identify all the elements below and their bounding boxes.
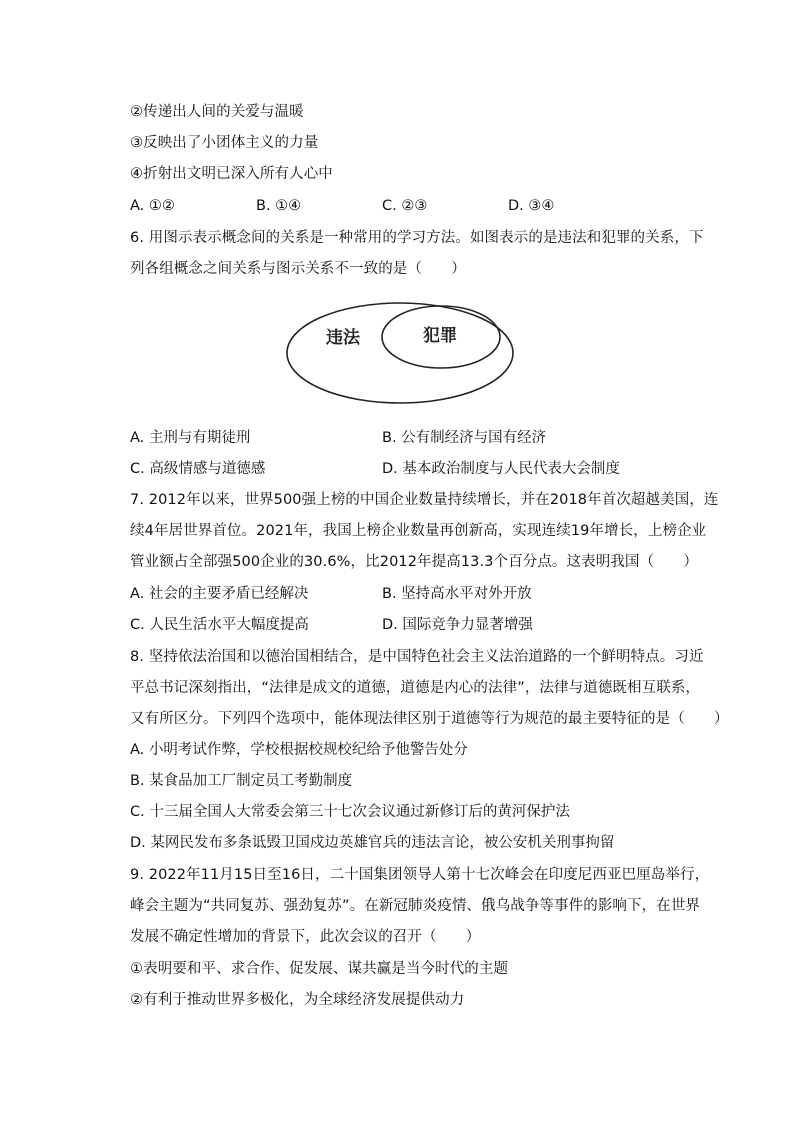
q5-statement-2: ②传递出人间的关爱与温暖 — [130, 104, 304, 120]
q8-stem-line-1: 8. 坚持依法治国和以德治国相结合，是中国特色社会主义法治道路的一个鲜明特点。习近 — [130, 649, 704, 665]
q6-option-b: B. 公有制经济与国有经济 — [382, 430, 547, 446]
q9-stem-line-1: 9. 2022年11月15日至16日，二十国集团领导人第十七次峰会在印度尼西亚巴厘岛举行， — [130, 867, 710, 883]
q6-option-a: A. 主刑与有期徒刑 — [130, 430, 251, 446]
q8-option-a: A. 小明考试作弊，学校根据校规校纪给予他警告处分 — [130, 742, 468, 758]
q6-stem-line-2: 列各组概念之间关系与图示关系不一致的是（ ） — [130, 261, 466, 277]
q5-statement-3: ③反映出了小团体主义的力量 — [130, 135, 319, 151]
inner-label: 犯罪 — [423, 326, 457, 346]
q7-stem-line-1: 7. 2012年以来，世界500强上榜的中国企业数量持续增长，并在2018年首次超越美国，连 — [130, 492, 719, 508]
q5-option-a: A. ①② — [130, 198, 175, 214]
q8-stem-line-2: 平总书记深刻指出，“法律是成文的道德，道德是内心的法律”，法律与道德既相互联系， — [130, 680, 701, 696]
q8-option-b: B. 某食品加工厂制定员工考勤制度 — [130, 773, 353, 789]
q5-option-d: D. ③④ — [508, 198, 555, 214]
q8-option-c: C. 十三届全国人大常委会第三十七次会议通过新修订后的黄河保护法 — [130, 804, 570, 820]
q7-option-d: D. 国际竞争力显著增强 — [382, 617, 533, 633]
q9-statement-1: ①表明要和平、求合作、促发展、谋共赢是当今时代的主题 — [130, 961, 509, 977]
q9-stem-line-3: 发展不确定性增加的背景下，此次会议的召开（ ） — [130, 929, 481, 945]
outer-label: 违法 — [326, 328, 360, 348]
q7-stem-line-3: 管业额占全部强500企业的30.6%，比2012年提高13.3个百分点。这表明我国（ ） — [130, 554, 698, 570]
q7-option-c: C. 人民生活水平大幅度提高 — [130, 617, 309, 633]
q6-option-d: D. 基本政治制度与人民代表大会制度 — [382, 461, 620, 477]
q9-statement-2: ②有利于推动世界多极化，为全球经济发展提供动力 — [130, 992, 465, 1008]
q5-option-b: B. ①④ — [256, 198, 302, 214]
venn-diagram — [284, 300, 516, 406]
q7-option-a: A. 社会的主要矛盾已经解决 — [130, 586, 309, 602]
q5-statement-4: ④折射出文明已深入所有人心中 — [130, 166, 333, 182]
q8-stem-line-3: 又有所区分。下列四个选项中，能体现法律区别于道德等行为规范的最主要特征的是（ ） — [130, 711, 729, 727]
q7-option-b: B. 坚持高水平对外开放 — [382, 586, 532, 602]
q7-stem-line-2: 续4年居世界首位。2021年，我国上榜企业数量再创新高，实现连续19年增长，上榜企业 — [130, 523, 707, 539]
outer-ellipse — [287, 303, 513, 403]
q6-stem-line-1: 6. 用图示表示概念间的关系是一种常用的学习方法。如图表示的是违法和犯罪的关系，下 — [130, 230, 704, 246]
q6-option-c: C. 高级情感与道德感 — [130, 461, 266, 477]
q8-option-d: D. 某网民发布多条诋毁卫国戍边英雄官兵的违法言论，被公安机关刑事拘留 — [130, 835, 615, 851]
q9-stem-line-2: 峰会主题为“共同复苏、强劲复苏”。在新冠肺炎疫情、俄乌战争等事件的影响下，在世界 — [130, 898, 701, 914]
q5-option-c: C. ②③ — [382, 198, 428, 214]
